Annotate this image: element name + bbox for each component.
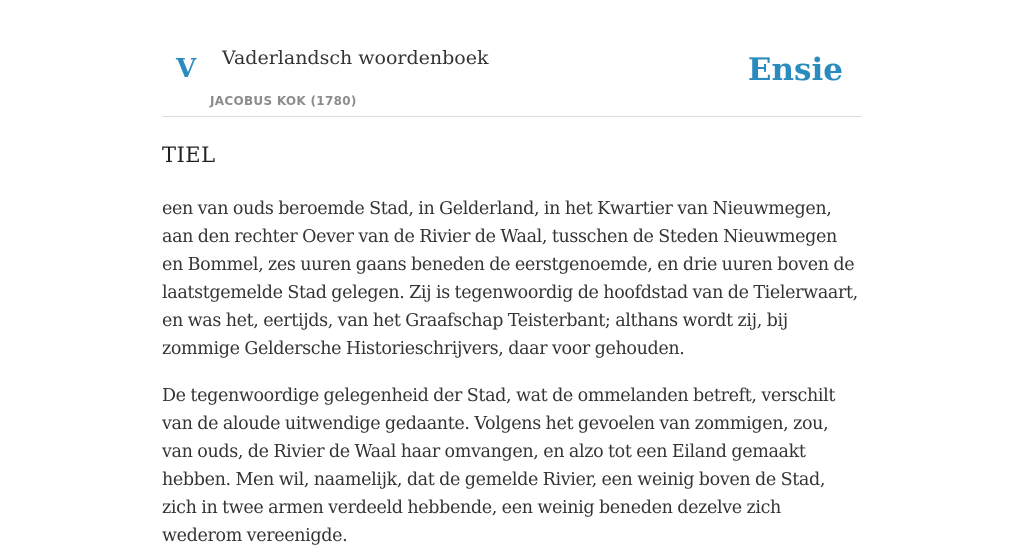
page-header bbox=[162, 0, 862, 117]
brand-logo[interactable]: Ensie bbox=[747, 52, 843, 88]
entry-paragraph-1: een van ouds beroemde Stad, in Gelderland, in het Kwartier van Nieuwmegen, aan den rechter Oever van de Rivier de Waal, tusschen de Steden Nieuwmegen en Bommel, zes uuren gaans beneden de eerstgenoemde, en drie uuren boven de laatstgemelde Stad gelegen. Zij is tegenwoordig de hoofdstad van de Tielerwaart, en was het, eertijds, van het Graafschap Teisterbant; althans wordt zij, bij zommige Geldersche Historieschrijvers, daar voor gehouden. bbox=[162, 199, 858, 359]
book-letter-icon[interactable]: V bbox=[176, 54, 197, 84]
entry-content bbox=[162, 139, 862, 550]
book-author: JACOBUS KOK (1780) bbox=[210, 94, 357, 108]
entry-paragraph-2: De tegenwoordige gelegenheid der Stad, wat de ommelanden betreft, verschilt van de aloude uitwendige gedaante. Volgens het gevoelen van zommigen, zou, van ouds, de Rivier de Waal haar omvangen, en alzo tot een Eiland gemaakt hebben. Men wil, naamelijk, dat de gemelde Rivier, een weinig boven de Stad, zich in twee armen verdeeld hebbende, een weinig beneden dezelve zich wederom vereenigde. bbox=[162, 386, 836, 546]
entry-title: TIEL bbox=[162, 143, 216, 167]
book-title-link[interactable]: Vaderlandsch woordenboek bbox=[222, 47, 489, 69]
